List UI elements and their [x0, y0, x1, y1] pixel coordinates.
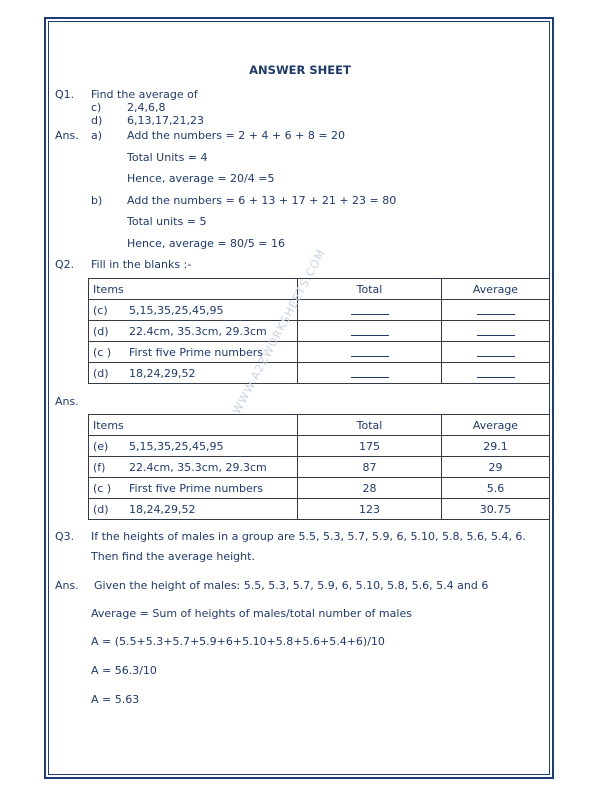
average-blank: [477, 306, 515, 315]
q2-answer-label: Ans.: [55, 395, 79, 408]
table-row: [89, 436, 550, 457]
q3-answer-line: Given the height of males: 5.5, 5.3, 5.7, 5.9, 6, 5.10, 5.8, 5.6, 5.4 and 6: [94, 579, 489, 592]
row-total: 175: [298, 436, 442, 457]
q1-answer-line: Hence, average = 80/5 = 16: [127, 237, 285, 250]
row-item: First five Prime numbers: [129, 345, 264, 359]
table-row: [89, 300, 550, 321]
row-item: 5,15,35,25,45,95: [129, 439, 224, 453]
q2-number: Q2.: [55, 258, 75, 271]
answer-table: [88, 414, 550, 520]
q3-question-continued: Then find the average height.: [91, 550, 255, 563]
row-label: (d): [93, 324, 109, 338]
q1-answer-line: Add the numbers = 2 + 4 + 6 + 8 = 20: [127, 129, 346, 142]
row-item: 5,15,35,25,45,95: [129, 303, 224, 317]
q2-question: Fill in the blanks :-: [91, 258, 192, 271]
header-average: Average: [442, 415, 550, 436]
average-blank: [477, 369, 515, 378]
total-blank: [351, 369, 389, 378]
q1-answer-part-label: a): [91, 129, 103, 142]
header-items: Items: [89, 415, 298, 436]
table-row: [89, 478, 550, 499]
q1-part-label: d): [91, 114, 103, 127]
total-blank: [351, 306, 389, 315]
q1-answer-line: Total Units = 4: [127, 151, 208, 164]
header-total: Total: [298, 279, 442, 300]
q1-answer-part-label: b): [91, 194, 103, 207]
q3-answer-line: Average = Sum of heights of males/total number of males: [91, 607, 412, 620]
table-row: [89, 457, 550, 478]
row-label: (c): [93, 303, 108, 317]
row-average: 29: [442, 457, 550, 478]
header-items: Items: [89, 279, 298, 300]
fill-blanks-table: [88, 278, 550, 384]
row-label: (c ): [93, 481, 112, 495]
table-row: [89, 499, 550, 520]
row-item: 18,24,29,52: [129, 502, 196, 516]
row-item: 18,24,29,52: [129, 366, 196, 380]
row-item: First five Prime numbers: [129, 481, 264, 495]
q3-question: If the heights of males in a group are 5.5, 5.3, 5.7, 5.9, 6, 5.10, 5.8, 5.6, 5.4, 6.: [91, 530, 526, 543]
q1-part-value: 6,13,17,21,23: [127, 114, 204, 127]
row-total: 28: [298, 478, 442, 499]
average-blank: [477, 348, 515, 357]
q1-answer-line: Add the numbers = 6 + 13 + 17 + 21 + 23 = 80: [127, 194, 397, 207]
q1-question: Find the average of: [91, 88, 198, 101]
row-label: (c ): [93, 345, 112, 359]
row-average: 5.6: [442, 478, 550, 499]
table-header-row: [89, 279, 550, 300]
row-label: (e): [93, 439, 109, 453]
q3-answer-label: Ans.: [55, 579, 79, 592]
row-label: (f): [93, 460, 106, 474]
row-average: 30.75: [442, 499, 550, 520]
q1-answer-line: Hence, average = 20/4 =5: [127, 172, 275, 185]
q1-number: Q1.: [55, 88, 75, 101]
table-header-row: [89, 415, 550, 436]
q3-answer-line: A = (5.5+5.3+5.7+5.9+6+5.10+5.8+5.6+5.4+6)/10: [91, 635, 385, 648]
average-blank: [477, 327, 515, 336]
total-blank: [351, 348, 389, 357]
header-total: Total: [298, 415, 442, 436]
row-total: 87: [298, 457, 442, 478]
q1-part-label: c): [91, 101, 102, 114]
row-average: 29.1: [442, 436, 550, 457]
page-title: ANSWER SHEET: [249, 63, 351, 77]
q3-number: Q3.: [55, 530, 75, 543]
row-item: 22.4cm, 35.3cm, 29.3cm: [129, 460, 267, 474]
table-row: [89, 321, 550, 342]
row-label: (d): [93, 366, 109, 380]
table-row: [89, 363, 550, 384]
table-row: [89, 342, 550, 363]
q1-part-value: 2,4,6,8: [127, 101, 166, 114]
q3-answer-line: A = 5.63: [91, 693, 140, 706]
row-total: 123: [298, 499, 442, 520]
q3-answer-line: A = 56.3/10: [91, 664, 157, 677]
row-item: 22.4cm, 35.3cm, 29.3cm: [129, 324, 267, 338]
q1-answer-label: Ans.: [55, 129, 79, 142]
q1-answer-line: Total units = 5: [127, 215, 207, 228]
watermark: WWW.A2ZWORKSHEETS.COM: [230, 247, 329, 417]
header-average: Average: [442, 279, 550, 300]
row-label: (d): [93, 502, 109, 516]
total-blank: [351, 327, 389, 336]
